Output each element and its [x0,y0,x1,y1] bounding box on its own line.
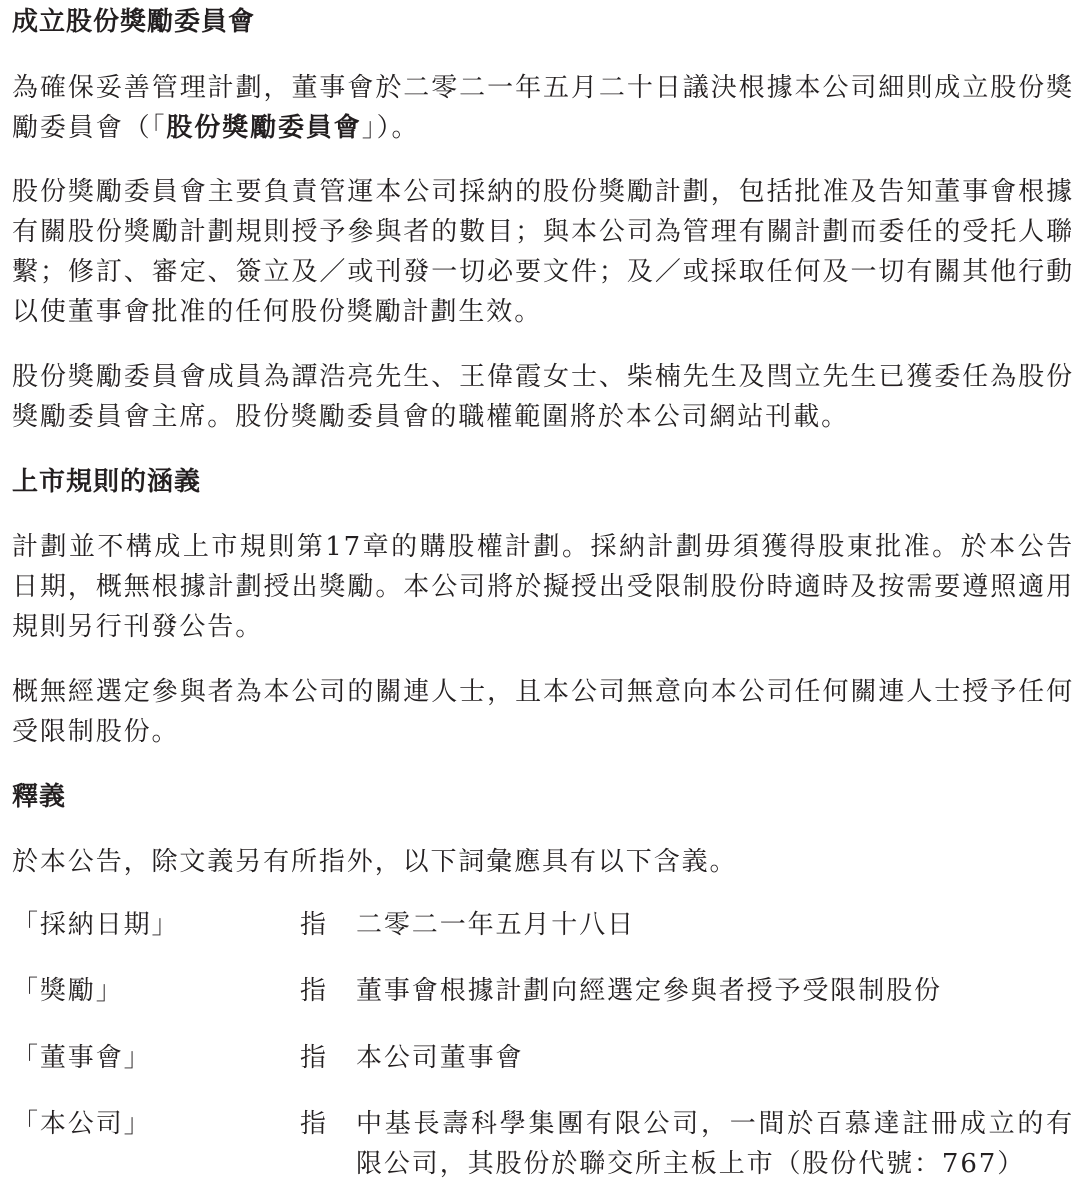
committee-paragraph-2: 股份獎勵委員會主要負責管運本公司採納的股份獎勵計劃，包括批准及告知董事會根據有關股份獎勵計劃規則授予參與者的數目；與本公司為管理有關計劃而委任的受托人聯繫；修訂、審定、簽立及／或刊發一切必要文件；及／或採取任何及一切有關其他行動以使董事會批准的任何股份獎勵計劃生效。 [12,177,1074,327]
paragraph-text: 為確保妥善管理計劃，董事會於二零二一年五月二十日議決根據本公司細則成立股份獎勵委員會（「 [12,73,1074,143]
definition-meaning: 二零二一年五月十八日 [356,910,636,940]
definitions-intro: 於本公告，除文義另有所指外，以下詞彙應具有以下含義。 [12,847,738,877]
listing-rules-paragraph-2: 概無經選定參與者為本公司的關連人士，且本公司無意向本公司任何關連人士授予任何受限制股份。 [12,677,1074,747]
definition-means: 指 [300,976,328,1006]
committee-paragraph-3: 股份獎勵委員會成員為譚浩亮先生、王偉霞女士、柴楠先生及閆立先生已獲委任為股份獎勵委員會主席。股份獎勵委員會的職權範圍將於本公司網站刊載。 [12,362,1074,432]
definition-meaning: 本公司董事會 [356,1043,524,1073]
defined-term-bold: 股份獎勵委員會 [166,113,362,143]
definition-term: 「董事會」 [12,1043,152,1073]
definition-means: 指 [300,910,328,940]
definition-means: 指 [300,1109,328,1139]
section-heading-committee: 成立股份獎勵委員會 [12,7,256,37]
section-heading-listing-rules: 上市規則的涵義 [12,467,202,497]
definition-term: 「獎勵」 [12,976,124,1006]
definition-row [12,1104,1074,1184]
definition-meaning: 董事會根據計劃向經選定參與者授予受限制股份 [356,976,942,1006]
definition-means: 指 [300,1043,328,1073]
section-heading-definitions: 釋義 [12,782,67,812]
definition-meaning: 中基長壽科學集團有限公司，一間於百慕達註冊成立的有限公司，其股份於聯交所主板上市（股份代號：767） [356,1109,1074,1179]
definition-term: 「採納日期」 [12,910,180,940]
paragraph-text: 」）。 [361,113,420,143]
listing-rules-paragraph-1: 計劃並不構成上市規則第17章的購股權計劃。採納計劃毋須獲得股東批准。於本公告日期，概無根據計劃授出獎勵。本公司將於擬授出受限制股份時適時及按需要遵照適用規則另行刊發公告。 [12,532,1074,642]
committee-paragraph-1 [12,68,1074,148]
definition-term: 「本公司」 [12,1109,152,1139]
